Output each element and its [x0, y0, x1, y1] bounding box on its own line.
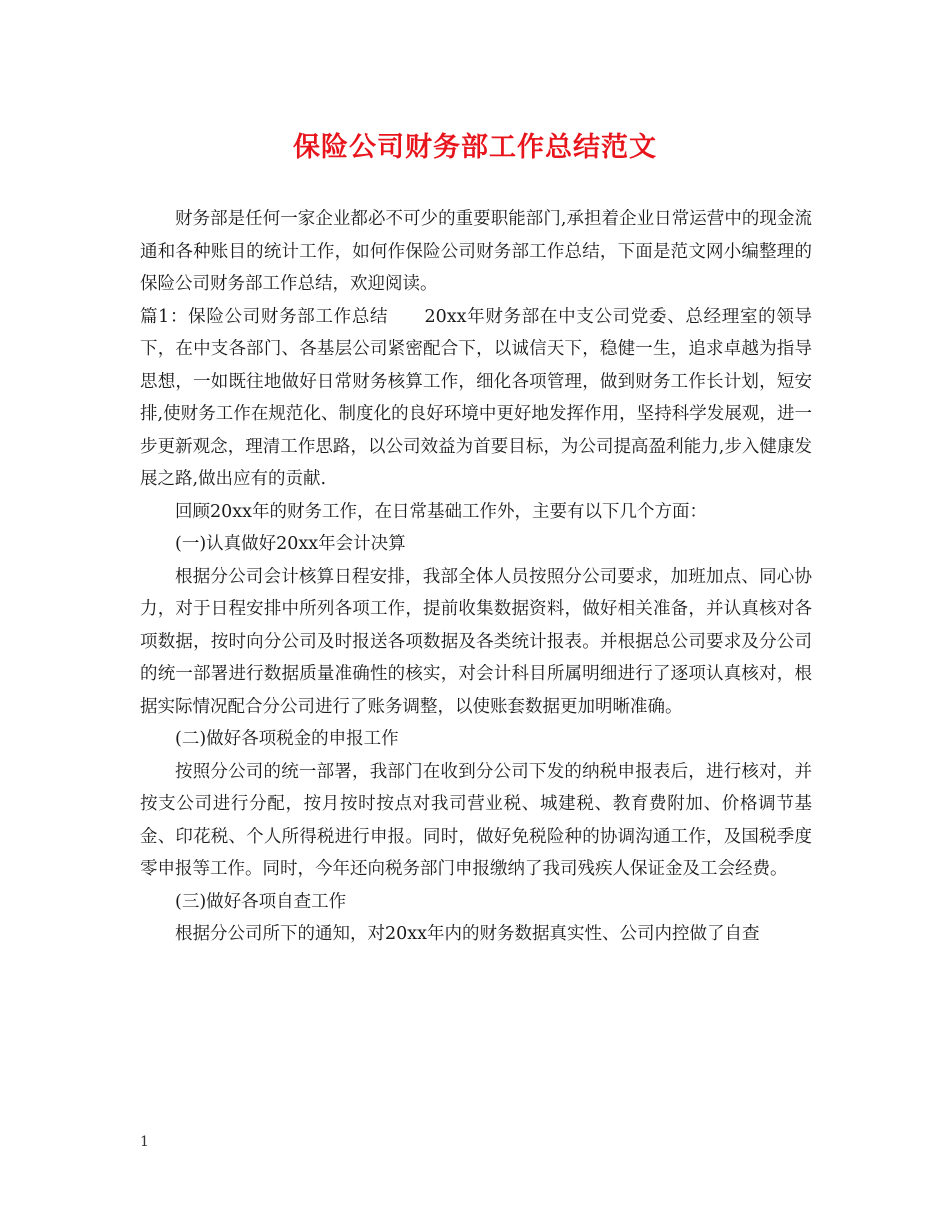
content-paragraph-1: 根据分公司会计核算日程安排，我部全体人员按照分公司要求，加班加点、同心协力，对于日程安排中所列各项工作，提前收集数据资料，做好相关准备，并认真核对各项数据，按时向分公司及时报送各项数据及各类统计报表。并根据总公司要求及分公司的统一部署进行数据质量准确性的核实，对会计科目所属明细进行了逐项认真核对，根据实际情况配合分公司进行了账务调整，以使账套数据更加明晰准确。: [140, 566, 812, 717]
intro-paragraph: 财务部是任何一家企业都必不可少的重要职能部门,承担着企业日常运营中的现金流通和各种账目的统计工作，如何作保险公司财务部工作总结，下面是范文网小编整理的保险公司财务部工作总结，欢迎阅读。: [140, 209, 812, 294]
document-body: [140, 203, 812, 951]
section-paragraph: 篇1：保险公司财务部工作总结 20xx年财务部在中支公司党委、总经理室的领导下，在中支各部门、各基层公司紧密配合下，以诚信天下，稳健一生，追求卓越为指导思想，一如既往地做好日常财务核算工作，细化各项管理，做到财务工作长计划，短安排,使财务工作在规范化、制度化的良好环境中更好地发挥作用，坚持科学发展观，进一步更新观念，理清工作思路，以公司效益为首要目标，为公司提高盈利能力,步入健康发展之路,做出应有的贡献.: [140, 306, 812, 489]
content-paragraph-2: 按照分公司的统一部署，我部门在收到分公司下发的纳税申报表后，进行核对，并按支公司进行分配，按月按时按点对我司营业税、城建税、教育费附加、价格调节基金、印花税、个人所得税进行申报。同时，做好免税险种的协调沟通工作，及国税季度零申报等工作。同时，今年还向税务部门申报缴纳了我司残疾人保证金及工会经费。: [140, 761, 812, 879]
subheading-1: (一)认真做好20xx年会计决算: [175, 534, 406, 554]
subheading-2: (二)做好各项税金的申报工作: [175, 729, 399, 749]
page-number: 1: [140, 1134, 149, 1150]
document-title: 保险公司财务部工作总结范文: [293, 132, 657, 163]
subheading-3: (三)做好各项自查工作: [175, 891, 347, 912]
content-paragraph-3: 根据分公司所下的通知，对20xx年内的财务数据真实性、公司内控做了自查: [175, 924, 760, 944]
review-paragraph: 回顾20xx年的财务工作，在日常基础工作外，主要有以下几个方面：: [175, 501, 708, 522]
